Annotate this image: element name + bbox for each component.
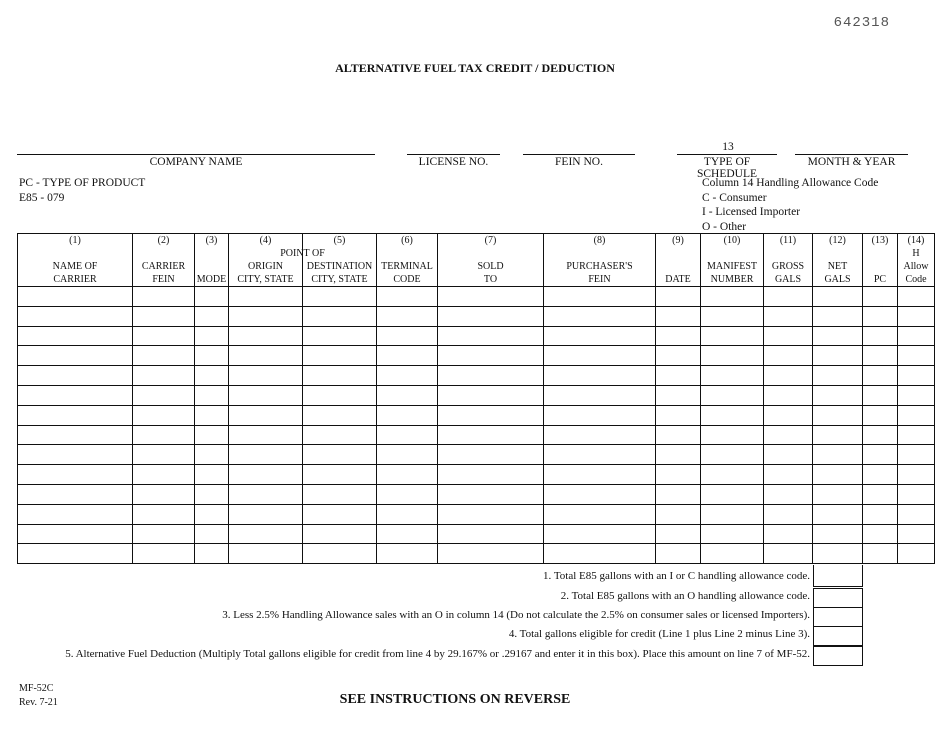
table-cell[interactable] (377, 346, 438, 366)
table-cell[interactable] (195, 326, 229, 346)
table-cell[interactable] (544, 504, 656, 524)
total-line-4 (17, 626, 934, 644)
table-cell[interactable] (18, 484, 133, 504)
table-cell[interactable] (863, 326, 898, 346)
table-row (18, 465, 935, 485)
table-cell[interactable] (133, 287, 195, 307)
table-cell[interactable] (813, 504, 863, 524)
table-cell[interactable] (133, 326, 195, 346)
table-cell[interactable] (764, 326, 813, 346)
table-cell[interactable] (701, 484, 764, 504)
table-cell[interactable] (229, 346, 303, 366)
table-cell[interactable] (377, 425, 438, 445)
table-cell[interactable] (229, 445, 303, 465)
table-cell[interactable] (656, 504, 701, 524)
table-cell[interactable] (863, 465, 898, 485)
col-header-10: (10) MANIFEST NUMBER (701, 234, 764, 287)
point-of-label: POINT OF (280, 248, 325, 259)
col-header-2: (2) CARRIER FEIN (133, 234, 195, 287)
total-line-2 (17, 588, 934, 606)
table-cell[interactable] (764, 306, 813, 326)
table-cell[interactable] (303, 326, 377, 346)
table-row (18, 326, 935, 346)
table-cell[interactable] (229, 484, 303, 504)
table-cell[interactable] (303, 544, 377, 564)
table-cell[interactable] (544, 306, 656, 326)
table-cell[interactable] (544, 366, 656, 386)
license-no-field[interactable]: LICENSE NO. (407, 154, 500, 168)
table-cell[interactable] (229, 544, 303, 564)
table-cell[interactable] (195, 544, 229, 564)
total-line-5-box[interactable] (813, 646, 863, 666)
table-cell[interactable] (863, 405, 898, 425)
col-header-6: (6) TERMINAL CODE (377, 234, 438, 287)
table-cell[interactable] (303, 346, 377, 366)
table-cell[interactable] (544, 445, 656, 465)
table-cell[interactable] (701, 366, 764, 386)
table-cell[interactable] (229, 306, 303, 326)
table-cell[interactable] (656, 385, 701, 405)
table-cell[interactable] (377, 524, 438, 544)
table-cell[interactable] (195, 425, 229, 445)
table-row (18, 287, 935, 307)
col-header-4: (4) POINT OF ORIGIN CITY, STATE (229, 234, 303, 287)
table-cell[interactable] (898, 484, 935, 504)
handling-code-other: O - Other (702, 220, 747, 233)
table-cell[interactable] (544, 425, 656, 445)
table-cell[interactable] (18, 385, 133, 405)
table-cell[interactable] (133, 385, 195, 405)
col-header-9: (9) DATE (656, 234, 701, 287)
table-cell[interactable] (544, 524, 656, 544)
table-cell[interactable] (18, 346, 133, 366)
table-cell[interactable] (764, 484, 813, 504)
table-cell[interactable] (303, 524, 377, 544)
table-cell[interactable] (377, 504, 438, 524)
table-cell[interactable] (377, 465, 438, 485)
total-line-5-label: 5. Alternative Fuel Deduction (Multiply Total gallons eligible for credit from line 4 by 29.167% or .29167 and enter it in this box). Place this amount on line 7 of MF-52. (65, 648, 810, 660)
table-cell[interactable] (438, 544, 544, 564)
table-cell[interactable] (701, 346, 764, 366)
table-cell[interactable] (303, 445, 377, 465)
table-cell[interactable] (18, 504, 133, 524)
table-cell[interactable] (544, 465, 656, 485)
col-header-11: (11) GROSS GALS (764, 234, 813, 287)
table-cell[interactable] (863, 504, 898, 524)
table-cell[interactable] (303, 306, 377, 326)
company-name-field[interactable]: COMPANY NAME (17, 154, 375, 168)
table-cell[interactable] (764, 385, 813, 405)
table-cell[interactable] (656, 484, 701, 504)
table-cell[interactable] (377, 385, 438, 405)
table-cell[interactable] (813, 425, 863, 445)
table-cell[interactable] (764, 425, 813, 445)
table-cell[interactable] (195, 306, 229, 326)
page-title: ALTERNATIVE FUEL TAX CREDIT / DEDUCTION (335, 61, 615, 75)
form-id: MF-52C (19, 683, 54, 694)
table-cell[interactable] (813, 465, 863, 485)
table-cell[interactable] (438, 484, 544, 504)
table-cell[interactable] (813, 484, 863, 504)
table-cell[interactable] (764, 346, 813, 366)
table-cell[interactable] (377, 306, 438, 326)
table-cell[interactable] (863, 544, 898, 564)
form-number: 642318 (833, 15, 890, 31)
table-cell[interactable] (863, 306, 898, 326)
table-cell[interactable] (898, 385, 935, 405)
table-cell[interactable] (863, 366, 898, 386)
table-row (18, 346, 935, 366)
table-cell[interactable] (656, 465, 701, 485)
col-header-12: (12) NET GALS (813, 234, 863, 287)
table-cell[interactable] (18, 306, 133, 326)
table-cell[interactable] (133, 366, 195, 386)
table-cell[interactable] (701, 405, 764, 425)
col-header-14: (14) H Allow Code (898, 234, 935, 287)
total-line-1-box[interactable] (813, 565, 863, 587)
schedule-value: 13 (722, 141, 734, 153)
table-cell[interactable] (303, 366, 377, 386)
total-line-2-box[interactable] (813, 588, 863, 608)
table-cell[interactable] (195, 465, 229, 485)
table-cell[interactable] (863, 287, 898, 307)
form-revision: Rev. 7-21 (19, 697, 58, 708)
table-cell[interactable] (229, 405, 303, 425)
total-line-1-label: 1. Total E85 gallons with an I or C handling allowance code. (543, 570, 810, 582)
table-cell[interactable] (18, 405, 133, 425)
table-cell[interactable] (898, 306, 935, 326)
table-cell[interactable] (303, 385, 377, 405)
total-line-3-label: 3. Less 2.5% Handling Allowance sales with an O in column 14 (Do not calculate the 2.5% on consumer sales or licensed Importers). (222, 609, 810, 621)
table-cell[interactable] (195, 287, 229, 307)
table-cell[interactable] (377, 287, 438, 307)
table-cell[interactable] (229, 287, 303, 307)
table-cell[interactable] (303, 484, 377, 504)
table-cell[interactable] (863, 425, 898, 445)
table-cell[interactable] (656, 425, 701, 445)
table-cell[interactable] (544, 346, 656, 366)
table-cell[interactable] (18, 425, 133, 445)
table-cell[interactable] (18, 465, 133, 485)
table-cell[interactable] (229, 504, 303, 524)
instructions-note: SEE INSTRUCTIONS ON REVERSE (339, 692, 571, 707)
table-cell[interactable] (764, 504, 813, 524)
month-year-field[interactable]: MONTH & YEAR (795, 154, 908, 168)
table-cell[interactable] (813, 385, 863, 405)
table-cell[interactable] (701, 445, 764, 465)
table-cell[interactable] (438, 405, 544, 425)
table-header-row (18, 234, 935, 287)
table-cell[interactable] (813, 346, 863, 366)
table-cell[interactable] (656, 346, 701, 366)
table-cell[interactable] (195, 524, 229, 544)
schedule-table (17, 233, 935, 564)
table-cell[interactable] (701, 306, 764, 326)
table-cell[interactable] (898, 465, 935, 485)
table-cell[interactable] (656, 544, 701, 564)
table-row (18, 306, 935, 326)
table-row (18, 484, 935, 504)
table-cell[interactable] (195, 346, 229, 366)
col-header-8: (8) PURCHASER'S FEIN (544, 234, 656, 287)
table-cell[interactable] (438, 425, 544, 445)
table-cell[interactable] (764, 287, 813, 307)
table-cell[interactable] (764, 445, 813, 465)
table-cell[interactable] (438, 346, 544, 366)
table-cell[interactable] (195, 366, 229, 386)
table-cell[interactable] (898, 287, 935, 307)
table-cell[interactable] (701, 287, 764, 307)
table-cell[interactable] (438, 287, 544, 307)
table-cell[interactable] (303, 425, 377, 445)
table-cell[interactable] (133, 465, 195, 485)
table-cell[interactable] (544, 287, 656, 307)
table-cell[interactable] (195, 385, 229, 405)
col-header-1: (1) NAME OF CARRIER (18, 234, 133, 287)
table-cell[interactable] (863, 385, 898, 405)
col-header-5: (5) DESTINATION CITY, STATE (303, 234, 377, 287)
col-header-7: (7) SOLD TO (438, 234, 544, 287)
table-cell[interactable] (438, 504, 544, 524)
table-cell[interactable] (898, 425, 935, 445)
table-cell[interactable] (133, 405, 195, 425)
table-cell[interactable] (764, 524, 813, 544)
table-cell[interactable] (701, 544, 764, 564)
fein-no-field[interactable]: FEIN NO. (523, 154, 635, 168)
product-type-block (19, 176, 145, 205)
table-cell[interactable] (898, 524, 935, 544)
table-cell[interactable] (229, 326, 303, 346)
table-cell[interactable] (898, 326, 935, 346)
table-cell[interactable] (898, 504, 935, 524)
table-cell[interactable] (656, 287, 701, 307)
table-cell[interactable] (701, 425, 764, 445)
total-line-3-box[interactable] (813, 607, 863, 627)
total-line-3 (17, 607, 934, 625)
table-cell[interactable] (133, 484, 195, 504)
table-cell[interactable] (656, 445, 701, 465)
table-cell[interactable] (303, 465, 377, 485)
table-cell[interactable] (764, 465, 813, 485)
schedule-table-body (18, 287, 935, 564)
table-cell[interactable] (438, 385, 544, 405)
table-cell[interactable] (438, 326, 544, 346)
table-cell[interactable] (133, 306, 195, 326)
table-cell[interactable] (195, 484, 229, 504)
table-cell[interactable] (229, 385, 303, 405)
table-row (18, 524, 935, 544)
handling-code-importer: I - Licensed Importer (702, 206, 801, 218)
table-row (18, 445, 935, 465)
table-cell[interactable] (438, 465, 544, 485)
col-header-3: (3) MODE (195, 234, 229, 287)
table-cell[interactable] (656, 366, 701, 386)
table-cell[interactable] (438, 445, 544, 465)
total-line-2-label: 2. Total E85 gallons with an O handling allowance code. (560, 590, 810, 602)
table-cell[interactable] (438, 306, 544, 326)
table-cell[interactable] (195, 504, 229, 524)
table-cell[interactable] (133, 346, 195, 366)
table-cell[interactable] (701, 524, 764, 544)
table-cell[interactable] (303, 504, 377, 524)
table-cell[interactable] (813, 405, 863, 425)
table-cell[interactable] (813, 306, 863, 326)
table-cell[interactable] (377, 366, 438, 386)
total-line-4-label: 4. Total gallons eligible for credit (Line 1 plus Line 2 minus Line 3). (508, 628, 810, 640)
total-line-5 (17, 646, 934, 664)
handling-code-consumer: C - Consumer (702, 191, 767, 204)
table-cell[interactable] (701, 326, 764, 346)
table-cell[interactable] (898, 366, 935, 386)
table-row (18, 385, 935, 405)
table-row (18, 405, 935, 425)
table-cell[interactable] (195, 405, 229, 425)
total-line-4-box[interactable] (813, 626, 863, 646)
table-cell[interactable] (229, 465, 303, 485)
table-cell[interactable] (18, 366, 133, 386)
table-cell[interactable] (863, 484, 898, 504)
table-cell[interactable] (656, 405, 701, 425)
table-cell[interactable] (303, 287, 377, 307)
table-cell[interactable] (133, 425, 195, 445)
table-cell[interactable] (438, 366, 544, 386)
table-cell[interactable] (229, 425, 303, 445)
table-row (18, 544, 935, 564)
table-cell[interactable] (544, 484, 656, 504)
table-cell[interactable] (813, 326, 863, 346)
table-cell[interactable] (764, 366, 813, 386)
table-cell[interactable] (18, 524, 133, 544)
table-cell[interactable] (898, 346, 935, 366)
table-cell[interactable] (863, 346, 898, 366)
table-cell[interactable] (18, 445, 133, 465)
table-cell[interactable] (898, 405, 935, 425)
total-line-1 (17, 568, 934, 586)
table-cell[interactable] (656, 306, 701, 326)
product-type-label: PC - TYPE OF PRODUCT (19, 177, 146, 189)
table-cell[interactable] (863, 445, 898, 465)
table-cell[interactable] (377, 405, 438, 425)
product-type-value: E85 - 079 (19, 191, 65, 204)
table-cell[interactable] (813, 366, 863, 386)
table-cell[interactable] (544, 405, 656, 425)
table-cell[interactable] (133, 544, 195, 564)
table-row (18, 366, 935, 386)
table-row (18, 504, 935, 524)
table-cell[interactable] (544, 385, 656, 405)
table-cell[interactable] (133, 524, 195, 544)
table-cell[interactable] (18, 544, 133, 564)
table-cell[interactable] (377, 484, 438, 504)
table-cell[interactable] (195, 445, 229, 465)
table-cell[interactable] (656, 524, 701, 544)
handling-codes-legend (702, 176, 878, 234)
type-of-schedule-field[interactable]: TYPE OF SCHEDULE (677, 154, 777, 180)
handling-codes-title: Column 14 Handling Allowance Code (702, 177, 879, 189)
table-cell[interactable] (813, 524, 863, 544)
table-cell[interactable] (764, 405, 813, 425)
table-cell[interactable] (303, 405, 377, 425)
table-cell[interactable] (229, 366, 303, 386)
table-cell[interactable] (377, 544, 438, 564)
table-cell[interactable] (701, 465, 764, 485)
table-cell[interactable] (133, 504, 195, 524)
table-cell[interactable] (18, 326, 133, 346)
table-cell[interactable] (898, 445, 935, 465)
table-cell[interactable] (898, 544, 935, 564)
table-cell[interactable] (764, 544, 813, 564)
table-cell[interactable] (377, 445, 438, 465)
col-header-13: (13) PC (863, 234, 898, 287)
table-cell[interactable] (813, 287, 863, 307)
table-cell[interactable] (544, 326, 656, 346)
table-cell[interactable] (438, 524, 544, 544)
table-row (18, 425, 935, 445)
table-cell[interactable] (656, 326, 701, 346)
table-cell[interactable] (18, 287, 133, 307)
table-cell[interactable] (863, 524, 898, 544)
table-cell[interactable] (133, 445, 195, 465)
table-cell[interactable] (813, 445, 863, 465)
table-cell[interactable] (229, 524, 303, 544)
table-cell[interactable] (701, 385, 764, 405)
table-cell[interactable] (377, 326, 438, 346)
table-cell[interactable] (813, 544, 863, 564)
table-cell[interactable] (544, 544, 656, 564)
table-cell[interactable] (701, 504, 764, 524)
